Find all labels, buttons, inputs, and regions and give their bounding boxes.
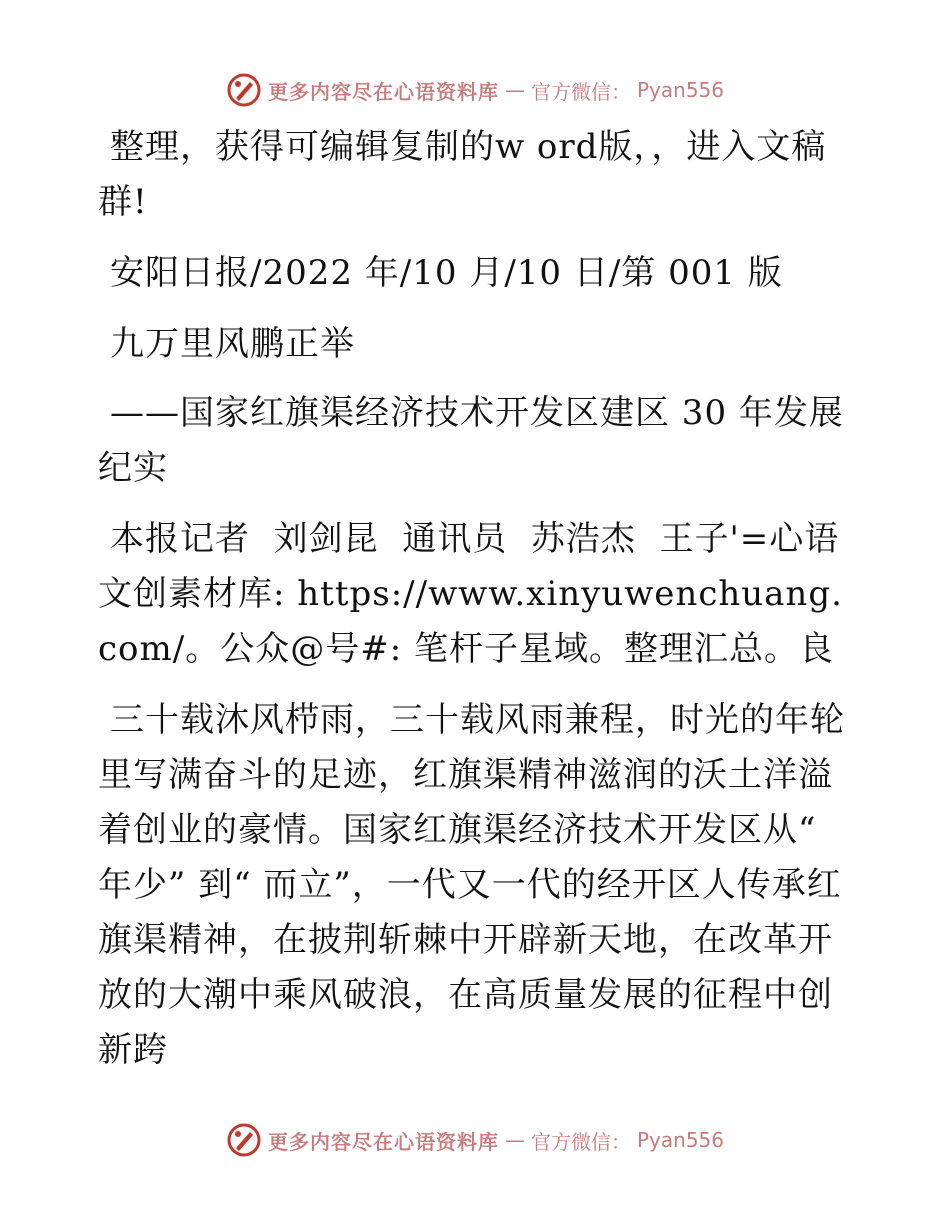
pen-logo-icon bbox=[226, 1122, 262, 1158]
watermark-header bbox=[0, 68, 950, 112]
watermark-text: 更多内容尽在心语资料库 bbox=[267, 1129, 499, 1154]
pen-logo-icon bbox=[226, 72, 262, 108]
article-title: 九万里风鹏正举 bbox=[110, 324, 355, 364]
intro-line: 整理，获得可编辑复制的w ord版，，进入文稿群! bbox=[98, 127, 827, 222]
watermark-wechat-id: Pyan556 bbox=[636, 78, 724, 102]
watermark-separator: — bbox=[504, 78, 525, 102]
body-paragraph: 三十载沐风栉雨，三十载风雨兼程，时光的年轮里写满奋斗的足迹，红旗渠精神滋润的沃土洋溢着创业的豪情。国家红旗渠经济技术开发区从“ 年少” 到“ 而立”，一代又一代的经开区人传承红旗渠精神，在披荆斩棘中开辟新天地，在改革开放的大潮中乘风破浪，在高质量发展的征程中创新跨 bbox=[98, 700, 845, 1070]
watermark-wechat-label: 官方微信： bbox=[530, 1129, 631, 1154]
article-subtitle: ——国家红旗渠经济技术开发区建区 30 年发展纪实 bbox=[98, 393, 844, 488]
watermark-wechat-id: Pyan556 bbox=[636, 1128, 724, 1152]
publication-line: 安阳日报/2022 年/10 月/10 日/第 001 版 bbox=[110, 253, 783, 293]
document-body bbox=[98, 120, 858, 1094]
byline: 本报记者 刘剑昆 通讯员 苏浩杰 王子'=心语文创素材库: https://www.xinyuwenchuang.com/。公众@号#: 笔杆子星域。整理汇总。良 bbox=[98, 519, 843, 669]
watermark-text: 更多内容尽在心语资料库 bbox=[267, 79, 499, 104]
watermark-separator: — bbox=[504, 1128, 525, 1152]
watermark-wechat-label: 官方微信： bbox=[530, 79, 631, 104]
watermark-footer bbox=[0, 1118, 950, 1162]
